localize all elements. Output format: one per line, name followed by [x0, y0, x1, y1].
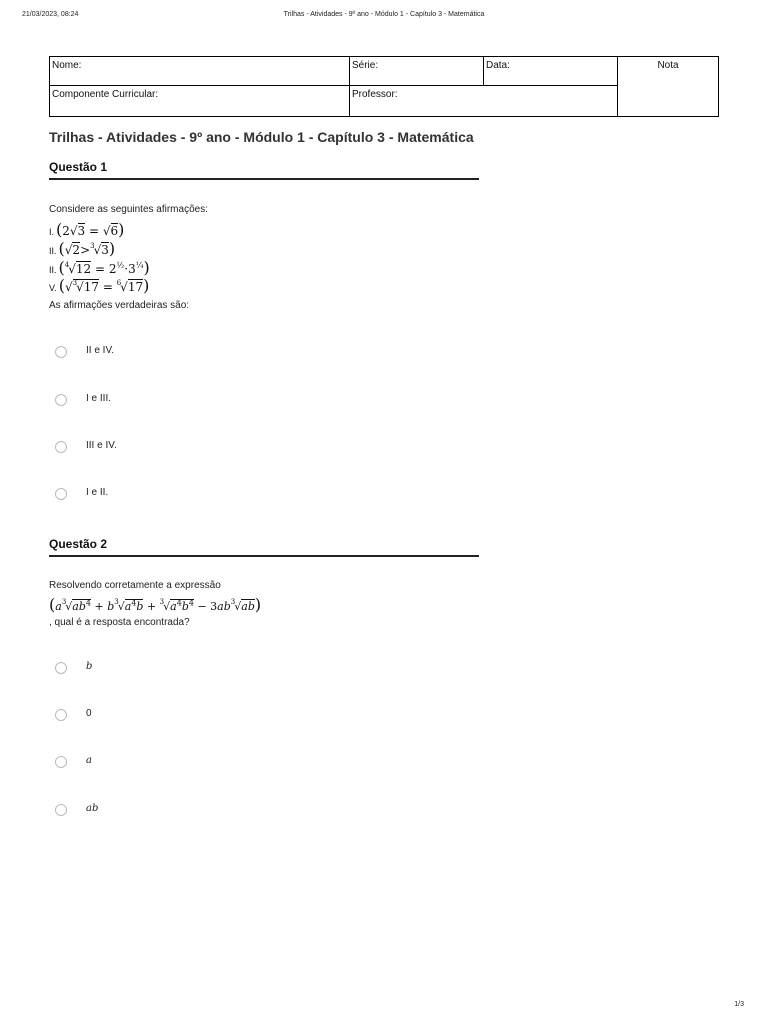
statement-3-number: II.	[49, 265, 57, 275]
statement-4: V. (√$^3$√17 = $^6$√17)	[49, 276, 150, 295]
statement-2-number: II.	[49, 246, 57, 256]
serie-field: Série:	[350, 57, 484, 86]
print-datetime: 21/03/2023, 08:24	[22, 11, 79, 18]
option-label: 0	[86, 708, 92, 719]
student-info-table	[49, 56, 719, 117]
question-1-prompt: Considere as seguintes afirmações:	[49, 204, 208, 215]
radio-button[interactable]	[55, 709, 67, 721]
statement-2: II. (√2>$^3$√3)	[49, 239, 116, 258]
option-label: b	[86, 661, 93, 672]
radio-button[interactable]	[55, 488, 67, 500]
grade-field: Nota	[618, 57, 719, 117]
statement-1: I. (2√3 = √6)	[49, 220, 125, 239]
statement-4-number: V.	[49, 283, 57, 293]
question-2-heading: Questão 2	[49, 537, 479, 557]
print-doc-title: Trilhas - Atividades - 9º ano - Módulo 1 - Capítulo 3 - Matemática	[283, 11, 485, 18]
question-2-followup: , qual é a resposta encontrada?	[49, 617, 190, 628]
page-number: 1/3	[734, 1001, 744, 1008]
curricular-component-field: Componente Curricular:	[50, 86, 350, 117]
date-field: Data:	[484, 57, 618, 86]
page-title: Trilhas - Atividades - 9º ano - Módulo 1 - Capítulo 3 - Matemática	[49, 129, 474, 145]
option-label: I e III.	[86, 393, 112, 404]
statement-3: II. $(^4√12 = 2^{\frac{1}{2}}\cdot 3^{\frac{1}{4}})$	[49, 258, 150, 277]
question-1-heading: Questão 1	[49, 160, 479, 180]
teacher-field: Professor:	[350, 86, 618, 117]
question-2-expression: $(a^3√ab^4 + b^3√a^4b + ^3√a^4b^4 - 3ab^3√ab)$	[49, 595, 262, 614]
question-1-followup: As afirmações verdadeiras são:	[49, 300, 190, 311]
option-label: II e IV.	[86, 345, 114, 356]
option-label: III e IV.	[86, 440, 117, 451]
radio-button[interactable]	[55, 756, 67, 768]
radio-button[interactable]	[55, 662, 67, 674]
radio-button[interactable]	[55, 346, 67, 358]
statement-1-number: I.	[49, 227, 55, 237]
radio-button[interactable]	[55, 394, 67, 406]
option-label: ab	[86, 803, 99, 814]
question-2-prompt: Resolvendo corretamente a expressão	[49, 580, 221, 591]
radio-button[interactable]	[55, 804, 67, 816]
name-field: Nome:	[50, 57, 350, 86]
option-label: I e II.	[86, 487, 109, 498]
option-label: a	[86, 755, 92, 766]
radio-button[interactable]	[55, 441, 67, 453]
